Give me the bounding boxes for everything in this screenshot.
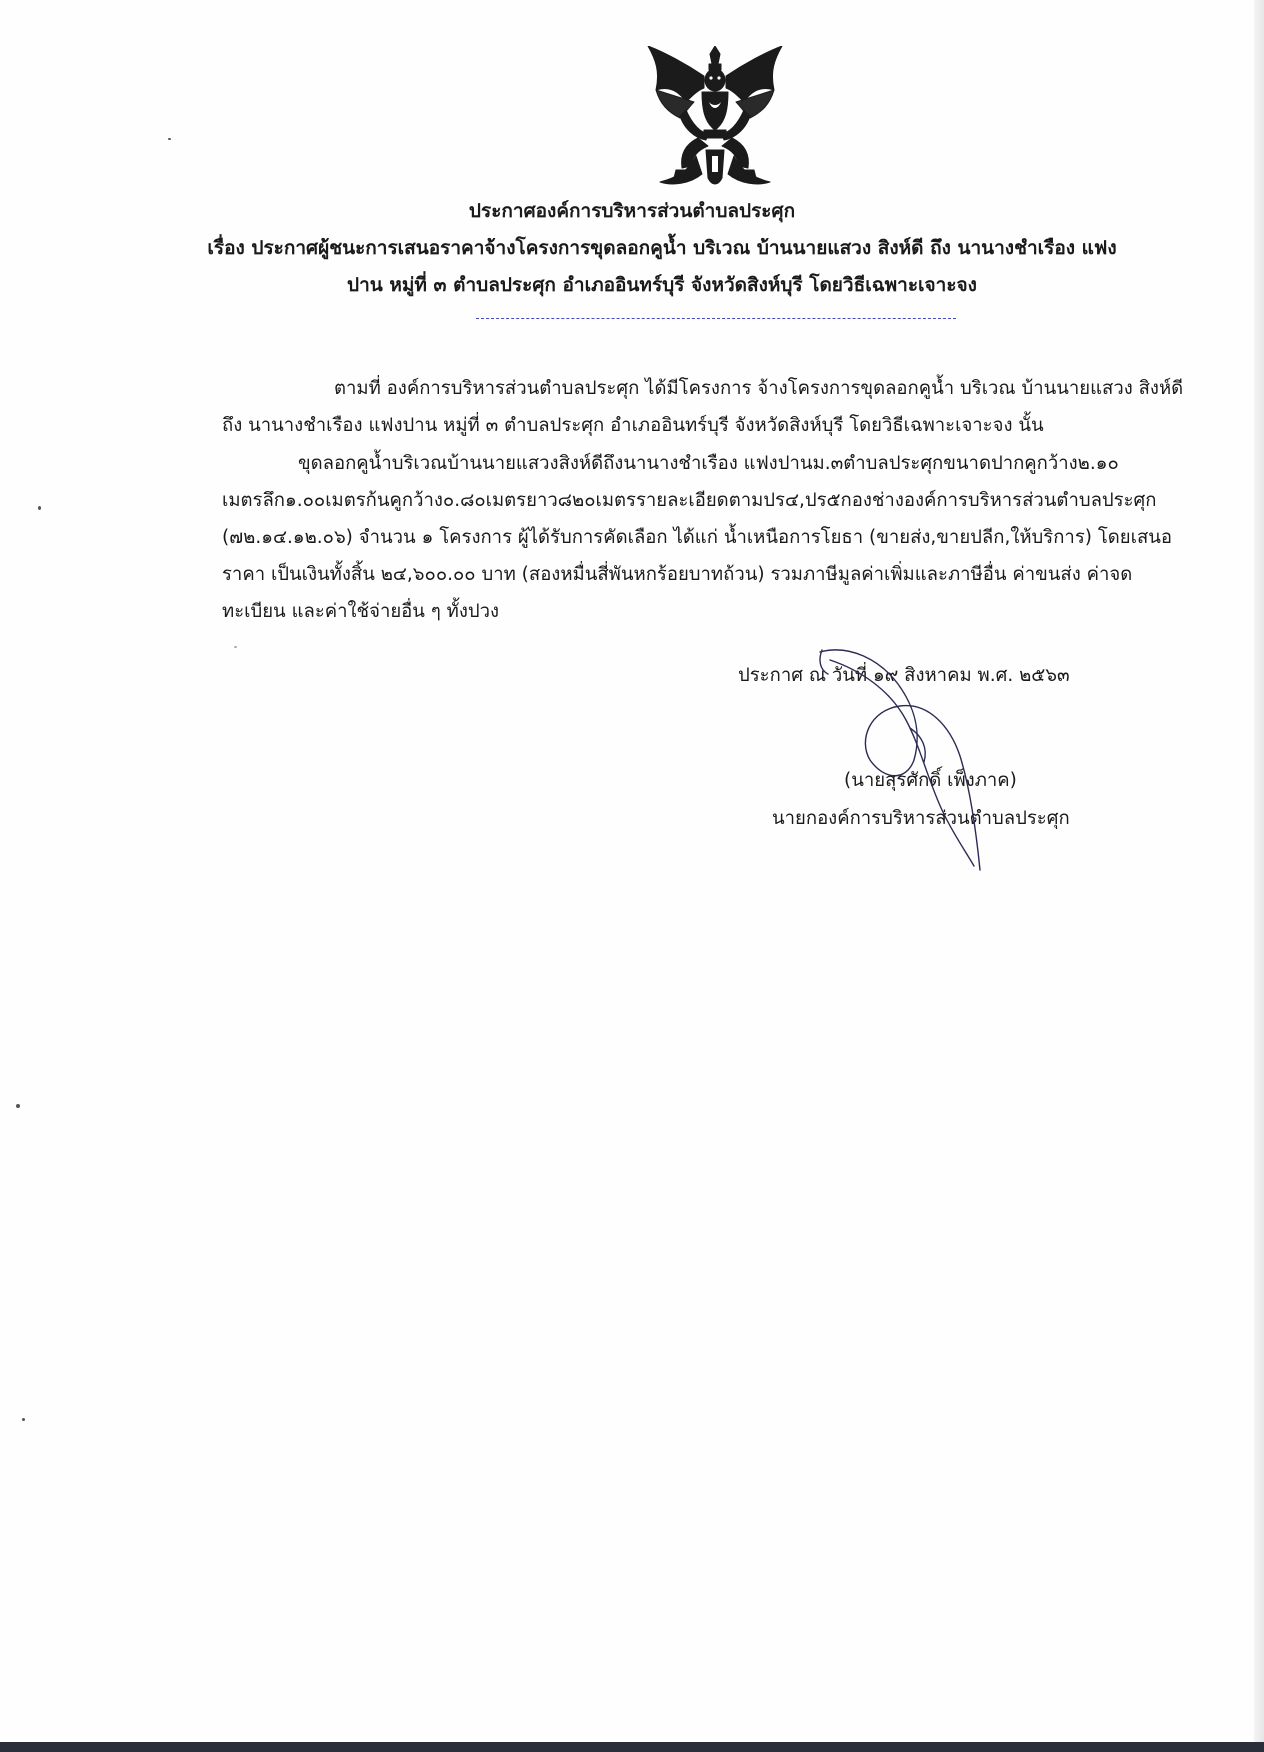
body-line: ขุดลอกคูน้ำบริเวณบ้านนายแสวงสิงห์ดีถึงนานางชำเรือง แฟงปานม.๓ตำบลประศุกขนาดปากคูกว้าง๒.๑๐ — [298, 453, 1119, 474]
scan-speck — [38, 506, 41, 510]
announce-date: ประกาศ ณ วันที่ ๑๙ สิงหาคม พ.ศ. ๒๕๖๓ — [738, 665, 1070, 686]
document-subject-line-2: ปาน หมู่ที่ ๓ ตำบลประศุก อำเภออินทร์บุรี จังหวัดสิงห์บุรี โดยวิธีเฉพาะเจาะจง — [347, 274, 977, 296]
body-line: ราคา เป็นเงินทั้งสิ้น ๒๔,๖๐๐.๐๐ บาท (สองหมื่นสี่พันหกร้อยบาทถ้วน) รวมภาษีมูลค่าเพิ่มและภาษีอื่น ค่าขนส่ง ค่าจด — [222, 564, 1133, 585]
scan-bottom-band — [0, 1742, 1264, 1752]
document-subject-line-1: เรื่อง ประกาศผู้ชนะการเสนอราคาจ้างโครงการขุดลอกคูน้ำ บริเวณ บ้านนายแสวง สิงห์ดี ถึง นานางชำเรือง แฟง — [207, 237, 1117, 259]
body-line: เมตรลึก๑.๐๐เมตรก้นคูกว้าง๐.๘๐เมตรยาว๘๒๐เมตรรายละเอียดตามปร๔,ปร๕กองช่างองค์การบริหารส่วนตำบลประศุก — [222, 490, 1157, 511]
signer-name: (นายสุรศักดิ์ เพ็งภาค) — [844, 770, 1017, 791]
title-divider — [476, 318, 956, 319]
scan-speck — [16, 1104, 20, 1108]
signer-position: นายกองค์การบริหารส่วนตำบลประศุก — [772, 808, 1070, 829]
body-line: ทะเบียน และค่าใช้จ่ายอื่น ๆ ทั้งปวง — [222, 601, 500, 622]
scan-speck — [234, 646, 237, 648]
body-line: ตามที่ องค์การบริหารส่วนตำบลประศุก ได้มีโครงการ จ้างโครงการขุดลอกคูน้ำ บริเวณ บ้านนายแสวง สิงห์ดี — [334, 378, 1184, 399]
scan-speck — [168, 138, 171, 140]
garuda-emblem-icon — [646, 46, 784, 196]
body-line: (๗๒.๑๔.๑๒.๐๖) จำนวน ๑ โครงการ ผู้ได้รับการคัดเลือก ได้แก่ น้ำเหนือการโยธา (ขายส่ง,ขายปลีก,ให้บริการ) โดยเสนอ — [222, 527, 1173, 548]
signature-mark — [810, 640, 1000, 880]
document-title: ประกาศองค์การบริหารส่วนตำบลประศุก — [468, 200, 796, 222]
scan-speck — [22, 1418, 25, 1421]
body-line: ถึง นานางชำเรือง แฟงปาน หมู่ที่ ๓ ตำบลประศุก อำเภออินทร์บุรี จังหวัดสิงห์บุรี โดยวิธีเฉพาะเจาะจง นั้น — [222, 415, 1044, 436]
